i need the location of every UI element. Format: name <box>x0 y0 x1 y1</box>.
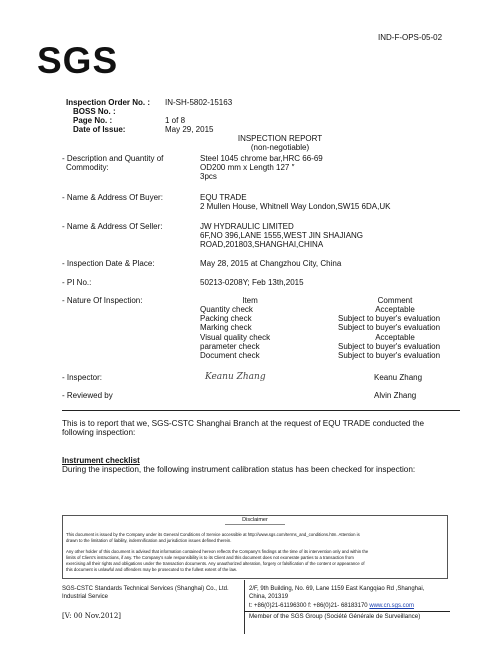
inspection-item: Packing check <box>200 314 252 323</box>
footer-address: 2/F, 9th Building, No. 69, Lane 1159 East Kangqiao Rd ,Shanghai, <box>249 586 425 592</box>
desc-line: OD200 mm x Length 127 ″ <box>200 163 295 172</box>
footer-divider <box>244 580 245 634</box>
inspector-label: - Inspector: <box>62 373 103 382</box>
seller-label: - Name & Address Of Seller: <box>62 222 163 231</box>
date-value: May 29, 2015 <box>165 125 214 134</box>
report-title: INSPECTION REPORT <box>237 134 323 143</box>
buyer-label: - Name & Address Of Buyer: <box>62 193 163 202</box>
pi-value: 50213-0208Y; Feb 13th,2015 <box>200 278 304 287</box>
footer-address: China, 201319 <box>249 594 289 600</box>
checklist-text: During the inspection, the following instrument calibration status has been checked for inspection: <box>62 465 416 474</box>
buyer-name: EQU TRADE <box>200 193 247 202</box>
footer-company: SGS-CSTC Standards Technical Services (Shanghai) Co., Ltd. <box>62 586 229 592</box>
footer-division: Industrial Service <box>62 594 109 600</box>
seller-name: JW HYDRAULIC LIMITED <box>200 222 294 231</box>
inspection-item: parameter check <box>200 342 260 351</box>
footer-rule <box>244 611 450 612</box>
page-value: 1 of 8 <box>165 116 186 125</box>
seller-address: 6F,NO 396,LANE 1555,WEST JIN SHAJIANG <box>200 231 364 240</box>
desc-label: - Description and Quantity of <box>62 154 164 163</box>
inspection-comment: Subject to buyer's evaluation <box>338 314 441 323</box>
comment-header: Comment <box>377 296 413 305</box>
footer-phone: t: +86(0)21-61196300 f: +86(0)21- 68183170 <box>249 603 368 609</box>
inspector-name: Keanu Zhang <box>374 373 423 382</box>
order-label: Inspection Order No. : <box>66 98 151 107</box>
disclaimer-line: exercising all their rights and obligations under the transaction documents. Any unauthorized alteration, forgery or falsification of the content or appearance of <box>66 561 365 566</box>
inspection-comment: Subject to buyer's evaluation <box>338 351 441 360</box>
disclaimer-rule <box>225 524 285 525</box>
footer-contact <box>249 603 414 609</box>
pi-label: - PI No.: <box>62 278 92 287</box>
page-label: Page No. : <box>73 116 113 125</box>
inspection-comment: Subject to buyer's evaluation <box>338 323 441 332</box>
inspector-signature: Keanu Zhang <box>205 372 266 382</box>
buyer-address: 2 Mullen House, Whitnell Way London,SW15 6DA,UK <box>200 202 391 211</box>
footer-member: Member of the SGS Group (Société Générale de Surveillance) <box>249 613 421 620</box>
disclaimer-line: This document is issued by the Company under its General Conditions of Service accessible at http://www.sgs.com/terms_and_conditions.htm. Attention is <box>66 532 360 537</box>
reviewed-label: - Reviewed by <box>62 391 113 400</box>
statement-text: This is to report that we, SGS-CSTC Shanghai Branch at the request of EQU TRADE conducted the <box>62 419 425 428</box>
item-header: Item <box>242 296 258 305</box>
report-subtitle: (non-negotiable) <box>250 143 310 152</box>
sgs-logo: SGS <box>37 40 119 81</box>
desc-line: Steel 1045 chrome bar,HRC 66-69 <box>200 154 323 163</box>
inspection-comment: Acceptable <box>375 333 415 342</box>
footer-website-link[interactable]: www.cn.sgs.com <box>369 603 415 609</box>
disclaimer-line: this document is unlawful and offenders may be prosecuted to the fullest extent of the law. <box>66 567 237 572</box>
date-label: Date of Issue: <box>73 125 126 134</box>
section-divider <box>62 410 460 411</box>
place-label: - Inspection Date & Place: <box>62 259 155 268</box>
disclaimer-line: drawn to the limitation of liability, indemnification and jurisdiction issues defined therein. <box>66 538 232 543</box>
document-id: IND-F-OPS-05-02 <box>378 33 443 42</box>
boss-label: BOSS No. : <box>73 107 116 116</box>
inspection-item: Document check <box>200 351 260 360</box>
checklist-title: Instrument checklist <box>62 456 140 465</box>
order-value: IN-SH-5802-15163 <box>165 98 233 107</box>
place-value: May 28, 2015 at Changzhou City, China <box>200 259 342 268</box>
nature-label: - Nature Of Inspection: <box>62 296 143 305</box>
disclaimer-line: Any other holder of this document is advised that information contained hereon reflects the Company's findings at the time of its intervention only and within the <box>66 549 369 554</box>
footer-version: [V: 00 Nov.2012] <box>62 612 122 620</box>
disclaimer-title: Disclaimer <box>242 517 268 523</box>
disclaimer-line: limits of Client's instructions, if any. The Company's sole responsibility is to its Client and this document does not exonerate parties to a transaction from <box>66 555 354 560</box>
inspection-item: Visual quality check <box>200 333 271 342</box>
statement-text: following inspection: <box>62 428 136 437</box>
desc-label-2: Commodity: <box>66 163 109 172</box>
inspection-comment: Subject to buyer's evaluation <box>338 342 441 351</box>
desc-line: 3pcs <box>200 172 217 181</box>
seller-address: ROAD,201803,SHANGHAI,CHINA <box>200 240 324 249</box>
inspection-item: Quantity check <box>200 305 253 314</box>
reviewer-name: Alvin Zhang <box>374 391 417 400</box>
inspection-comment: Acceptable <box>375 305 415 314</box>
inspection-item: Marking check <box>200 323 252 332</box>
